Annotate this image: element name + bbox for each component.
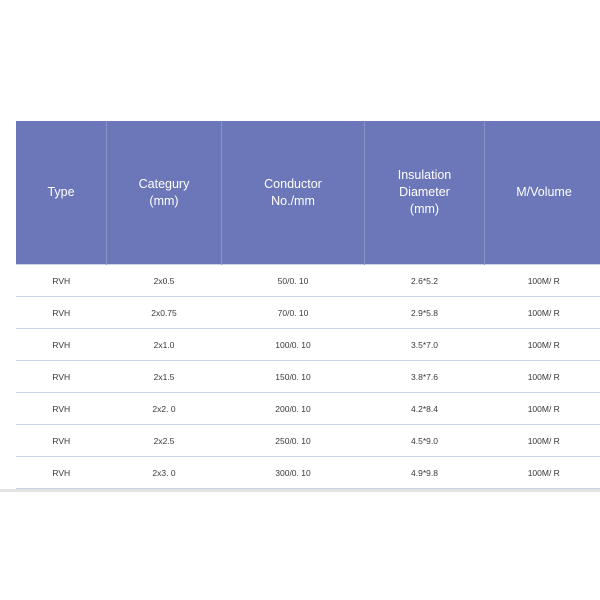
table-body xyxy=(16,265,600,489)
cell-type: RVH xyxy=(16,393,107,425)
cell-conductor: 100/0. 10 xyxy=(222,329,365,361)
cell-insulation: 3.5*7.0 xyxy=(365,329,485,361)
cell-type: RVH xyxy=(16,329,107,361)
cell-insulation: 4.5*9.0 xyxy=(365,425,485,457)
column-header-category xyxy=(107,121,222,265)
table-row xyxy=(16,425,600,457)
column-header-category-label: Categury xyxy=(138,176,190,191)
cell-type: RVH xyxy=(16,265,107,297)
cell-category: 2x2. 0 xyxy=(107,393,222,425)
column-header-conductor xyxy=(222,121,365,265)
table-row xyxy=(16,457,600,489)
column-header-insulation-unit: (mm) xyxy=(409,201,440,216)
column-header-insulation xyxy=(365,121,485,265)
cell-insulation: 3.8*7.6 xyxy=(365,361,485,393)
cell-conductor: 70/0. 10 xyxy=(222,297,365,329)
table-header xyxy=(16,121,600,265)
table-header-row xyxy=(16,121,600,265)
column-header-conductor-label: Conductor xyxy=(264,176,322,191)
cell-insulation: 4.9*9.8 xyxy=(365,457,485,489)
table-row xyxy=(16,265,600,297)
cell-type: RVH xyxy=(16,361,107,393)
column-header-volume-label: M/Volume xyxy=(516,185,572,200)
cell-volume: 100M/ R xyxy=(485,425,600,457)
column-header-insulation-label: Insulation xyxy=(397,168,452,183)
cell-volume: 100M/ R xyxy=(485,361,600,393)
cell-conductor: 200/0. 10 xyxy=(222,393,365,425)
column-header-type xyxy=(16,121,107,265)
cell-volume: 100M/ R xyxy=(485,393,600,425)
cell-volume: 100M/ R xyxy=(485,297,600,329)
table-row xyxy=(16,361,600,393)
cell-insulation: 4.2*8.4 xyxy=(365,393,485,425)
cell-category: 2x0.75 xyxy=(107,297,222,329)
cell-category: 2x0.5 xyxy=(107,265,222,297)
cell-conductor: 50/0. 10 xyxy=(222,265,365,297)
cell-type: RVH xyxy=(16,297,107,329)
cell-type: RVH xyxy=(16,425,107,457)
cell-insulation: 2.6*5.2 xyxy=(365,265,485,297)
cell-conductor: 150/0. 10 xyxy=(222,361,365,393)
cell-volume: 100M/ R xyxy=(485,265,600,297)
cell-type: RVH xyxy=(16,457,107,489)
cell-conductor: 250/0. 10 xyxy=(222,425,365,457)
cell-category: 2x3. 0 xyxy=(107,457,222,489)
cell-volume: 100M/ R xyxy=(485,329,600,361)
table-row xyxy=(16,393,600,425)
column-header-insulation-label2: Diameter xyxy=(399,185,450,200)
column-header-category-unit: (mm) xyxy=(149,193,179,208)
specification-table xyxy=(16,121,600,489)
cell-volume: 100M/ R xyxy=(485,457,600,489)
cell-category: 2x2.5 xyxy=(107,425,222,457)
cell-insulation: 2.9*5.8 xyxy=(365,297,485,329)
bottom-whitespace xyxy=(0,492,600,600)
table-row xyxy=(16,297,600,329)
column-header-type-label: Type xyxy=(47,185,75,200)
column-header-volume xyxy=(485,121,600,265)
column-header-conductor-unit: No./mm xyxy=(271,193,315,208)
table-row xyxy=(16,329,600,361)
cell-conductor: 300/0. 10 xyxy=(222,457,365,489)
cell-category: 2x1.5 xyxy=(107,361,222,393)
cell-category: 2x1.0 xyxy=(107,329,222,361)
